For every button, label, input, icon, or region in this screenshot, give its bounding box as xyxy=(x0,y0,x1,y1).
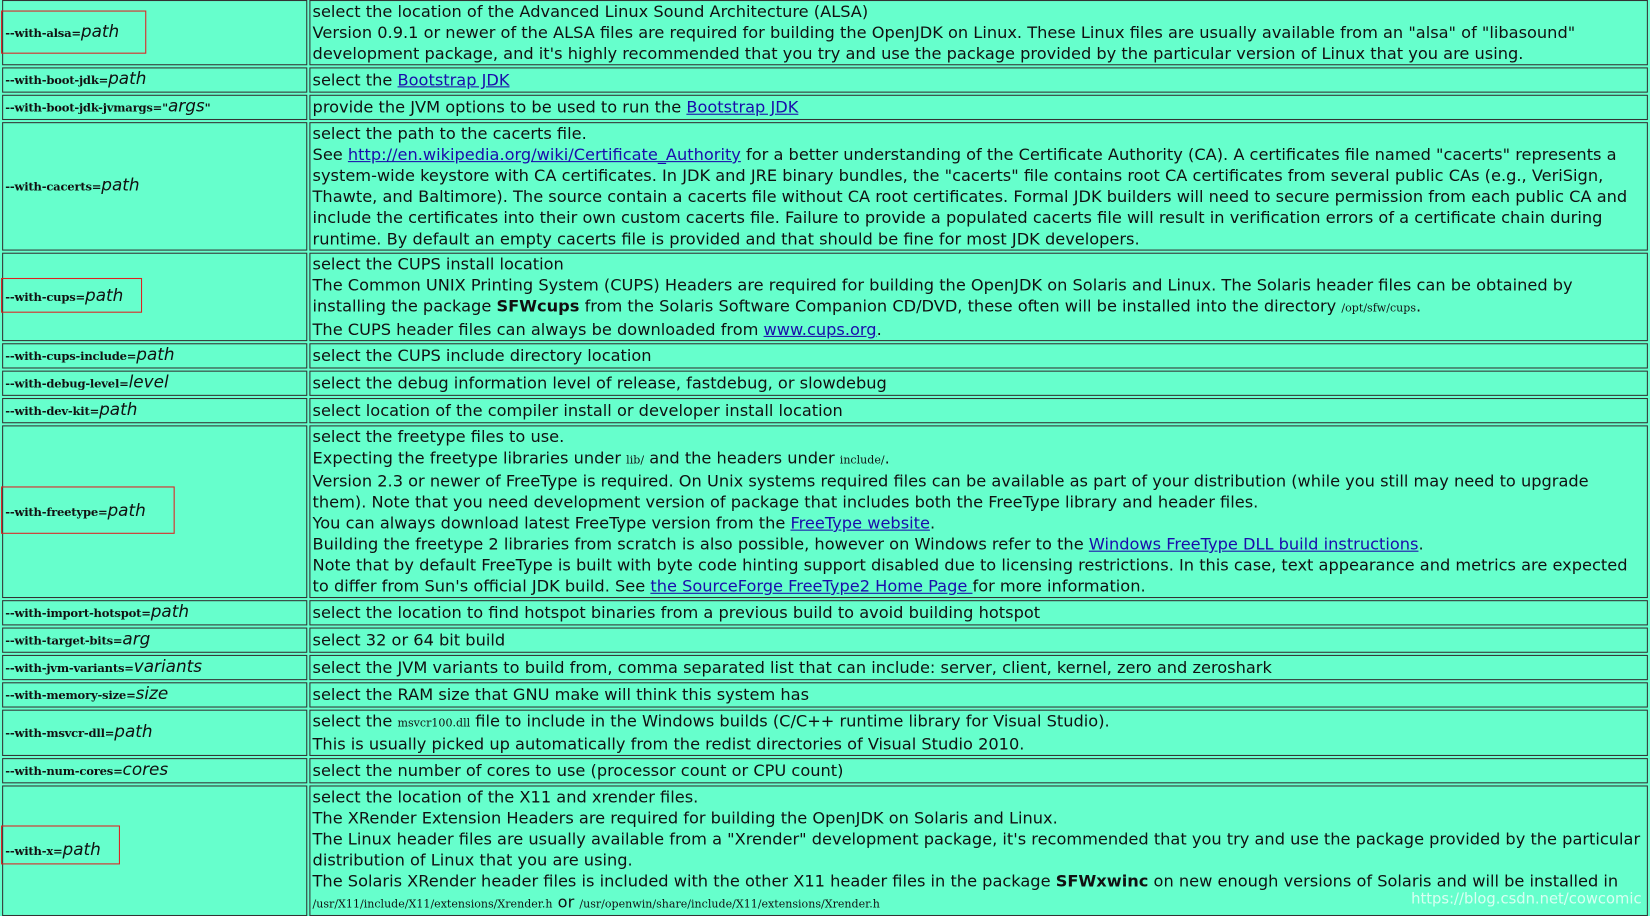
option-cell xyxy=(2,710,307,756)
table-row xyxy=(2,425,1648,598)
path-code: lib/ xyxy=(626,453,645,467)
table-row xyxy=(2,682,1648,707)
option-cell xyxy=(2,0,307,65)
description-text: The CUPS header files can always be downloaded from xyxy=(312,320,764,340)
description-line xyxy=(313,319,1646,340)
table-row xyxy=(2,785,1648,916)
windows-freetype-link[interactable]: Windows FreeType DLL build instructions xyxy=(1088,534,1419,554)
table-row xyxy=(2,122,1648,250)
description-line xyxy=(313,871,1646,892)
description-line xyxy=(313,447,1646,470)
description-line xyxy=(313,534,1646,555)
option-name: --with-freetype= xyxy=(5,505,108,520)
freetype-website-link[interactable]: FreeType website xyxy=(790,513,930,533)
option-arg: path xyxy=(99,399,138,420)
description-text: . xyxy=(876,320,882,340)
table-row xyxy=(2,398,1648,423)
description-cell: select the location to find hotspot binaries from a previous build to avoid building hotspot xyxy=(309,600,1648,625)
option-cell xyxy=(2,600,307,625)
description-cell xyxy=(309,122,1648,250)
description-cell: select the debug information level of release, fastdebug, or slowdebug xyxy=(309,371,1648,396)
description-text: select the xyxy=(312,711,398,731)
description-text: Expecting the freetype libraries under xyxy=(312,448,627,468)
description-cell xyxy=(309,95,1648,120)
sourceforge-freetype-link[interactable]: the SourceForge FreeType2 Home Page xyxy=(650,576,973,596)
option-cell xyxy=(2,398,307,423)
description-text: Note that by default FreeType is built with byte code hinting support disabled due to licensing restrictions. In this case, text appearance and metrics are expected to differ from Sun's official JDK build. See xyxy=(312,555,1628,596)
option-arg: path xyxy=(136,344,175,365)
table-row xyxy=(2,253,1648,341)
option-name: --with-num-cores= xyxy=(5,764,123,779)
description-line: This is usually picked up automatically from the redist directories of Visual Studio 2010. xyxy=(312,734,1025,754)
option-name: --with-cups= xyxy=(5,290,86,305)
description-cell xyxy=(309,0,1648,65)
description-paragraph: Version 2.3 or newer of FreeType is required. On Unix systems required files can be available as part of your distribution (while you still may need to upgrade them). Note that you need development version of package that includes both the FreeType library and header files. xyxy=(312,471,1589,512)
option-cell xyxy=(2,95,307,120)
description-text: . xyxy=(1416,296,1422,316)
description-cell xyxy=(309,425,1648,598)
option-name: --with-target-bits= xyxy=(5,633,123,648)
description-cell: select the number of cores to use (processor count or CPU count) xyxy=(309,758,1648,783)
description-text: from the Solaris Software Companion CD/DVD, these often will be installed into the directory xyxy=(579,296,1342,316)
option-cell xyxy=(2,67,307,92)
path-code: /usr/X11/include/X11/extensions/Xrender.h xyxy=(312,898,553,911)
description-line xyxy=(313,711,1646,734)
option-arg: path xyxy=(108,68,147,89)
description-line xyxy=(313,513,1646,534)
option-name: --with-msvcr-dll= xyxy=(5,726,115,741)
description-line: select the freetype files to use. xyxy=(312,427,565,447)
table-row xyxy=(2,655,1648,680)
option-arg: path xyxy=(107,500,146,521)
path-code: /usr/openwin/share/include/X11/extensions/Xrender.h xyxy=(579,898,880,911)
option-name: --with-debug-level= xyxy=(5,376,129,391)
option-arg: path xyxy=(85,285,124,306)
description-paragraph xyxy=(313,275,1646,319)
description-line: The XRender Extension Headers are required for building the OpenJDK on Solaris and Linux. xyxy=(312,808,1058,828)
description-line: select the location of the X11 and xrender files. xyxy=(312,787,699,807)
table-row xyxy=(2,628,1648,653)
file-code: msvcr100.dll xyxy=(397,717,471,730)
description-paragraph xyxy=(313,555,1646,597)
option-name: --with-cups-include= xyxy=(5,349,137,364)
option-cell xyxy=(2,371,307,396)
description-text: . xyxy=(929,513,936,533)
description-cell: select the CUPS include directory location xyxy=(309,343,1648,368)
option-arg: cores xyxy=(122,759,169,780)
option-suffix: " xyxy=(204,101,211,115)
option-cell xyxy=(2,785,307,916)
path-code: /opt/sfw/cups xyxy=(1341,302,1417,315)
option-cell xyxy=(2,758,307,783)
option-name: --with-alsa= xyxy=(5,26,81,41)
option-cell xyxy=(2,343,307,368)
bootstrap-jdk-link[interactable]: Bootstrap JDK xyxy=(397,70,510,90)
description-line: Version 0.9.1 or newer of the ALSA files are required for building the OpenJDK on Linux. These Linux files are usually available from an "alsa" of "libasound" development package, and it's highly recommended that you try and use the package provided by the particular version of Linux that you are using. xyxy=(312,23,1576,64)
description-cell: select location of the compiler install or developer install location xyxy=(309,398,1648,423)
option-arg: level xyxy=(128,371,169,392)
option-arg: variants xyxy=(133,655,203,676)
table-row xyxy=(2,710,1648,756)
option-arg: path xyxy=(150,601,190,622)
description-text: The Common UNIX Printing System (CUPS) Headers are required for building the OpenJDK on Solaris and Linux. The Solaris header files can be obtained by installing the package xyxy=(312,275,1573,316)
option-name: --with-memory-size= xyxy=(5,688,136,703)
description-text: for more information. xyxy=(972,576,1146,596)
description-text: You can always download latest FreeType version from the xyxy=(312,513,791,533)
option-name: --with-cacerts= xyxy=(5,180,102,194)
description-text: for a better understanding of the Certificate Authority (CA). A certificates file named "cacerts" represents a system-wide keystore with CA certificates. In JDK and JRE binary bundles, the "cacerts" file contains root CA certificates from several public CAs (e.g., VeriSign, Thawte, and Baltimore). The source contain a cacerts file without CA root certificates. Formal JDK builders will need to secure permission from each public CA and include the certificates into their own custom cacerts file. Failure to provide a populated cacerts file will result in verification errors of a certificate chain during runtime. By default an empty cacerts file is provided and that should be fine for most JDK developers. xyxy=(312,145,1628,249)
option-cell xyxy=(2,628,307,653)
description-text: The Solaris XRender header files is included with the other X11 header files in the package xyxy=(312,871,1056,891)
description-cell xyxy=(309,710,1648,756)
table-row xyxy=(2,0,1648,65)
watermark: https://blog.csdn.net/cowcomic xyxy=(1411,890,1642,908)
option-name: --with-jvm-variants= xyxy=(5,661,134,675)
description-paragraph: The Linux header files are usually available from a "Xrender" development package, it's recommended that you try and use the package provided by the particular distribution of Linux that you are using. xyxy=(312,829,1641,870)
description-cell: select the RAM size that GNU make will think this system has xyxy=(309,682,1648,707)
description-line: select the CUPS install location xyxy=(312,254,564,274)
description-paragraph xyxy=(313,144,1646,249)
option-arg: arg xyxy=(122,628,151,649)
option-name: --with-boot-jdk-jvmargs=" xyxy=(5,101,168,115)
description-text: provide the JVM options to be used to run the xyxy=(312,97,687,117)
description-text: . xyxy=(884,448,890,468)
table-row xyxy=(2,371,1648,396)
option-arg: path xyxy=(114,721,153,742)
description-text: and the headers under xyxy=(644,448,840,468)
cups-link[interactable]: www.cups.org xyxy=(763,320,877,340)
table-row xyxy=(2,600,1648,625)
bootstrap-jdk-link[interactable]: Bootstrap JDK xyxy=(686,97,799,117)
option-arg: path xyxy=(80,21,120,42)
description-text: See xyxy=(312,145,348,165)
option-arg: args xyxy=(167,95,205,116)
certificate-authority-link[interactable]: http://en.wikipedia.org/wiki/Certificate_Authority xyxy=(347,145,741,165)
path-code: include/ xyxy=(839,453,885,467)
table-row xyxy=(2,758,1648,783)
description-line: select the location of the Advanced Linux Sound Architecture (ALSA) xyxy=(312,2,869,22)
option-arg: path xyxy=(101,174,140,195)
option-arg: size xyxy=(135,683,169,704)
description-line: select the path to the cacerts file. xyxy=(312,124,587,144)
option-arg: path xyxy=(62,839,101,860)
option-cell xyxy=(2,655,307,680)
table-row xyxy=(2,95,1648,120)
package-name: SFWcups xyxy=(496,296,580,316)
option-name: --with-import-hotspot= xyxy=(5,606,151,621)
description-cell: select 32 or 64 bit build xyxy=(309,628,1648,653)
option-cell xyxy=(2,682,307,707)
table-row xyxy=(2,343,1648,368)
option-cell xyxy=(2,253,307,341)
description-text: on new enough versions of Solaris and will be installed in xyxy=(1148,871,1619,891)
package-name: SFWxwinc xyxy=(1055,871,1149,891)
option-name: --with-dev-kit= xyxy=(5,404,100,419)
description-text: file to include in the Windows builds (C/C++ runtime library for Visual Studio). xyxy=(470,711,1110,731)
option-name: --with-x= xyxy=(5,844,63,859)
option-cell xyxy=(2,425,307,598)
description-text: . xyxy=(1418,534,1424,554)
table-row xyxy=(2,67,1648,92)
description-cell: select the JVM variants to build from, comma separated list that can include: server, client, kernel, zero and zeroshark xyxy=(309,655,1648,680)
option-cell xyxy=(2,122,307,250)
description-text: Building the freetype 2 libraries from scratch is also possible, however on Windows refer to the xyxy=(312,534,1089,554)
option-name: --with-boot-jdk= xyxy=(5,73,109,88)
description-text: or xyxy=(552,892,580,912)
description-text: select the xyxy=(312,70,398,90)
description-cell xyxy=(309,253,1648,341)
description-cell xyxy=(309,67,1648,92)
